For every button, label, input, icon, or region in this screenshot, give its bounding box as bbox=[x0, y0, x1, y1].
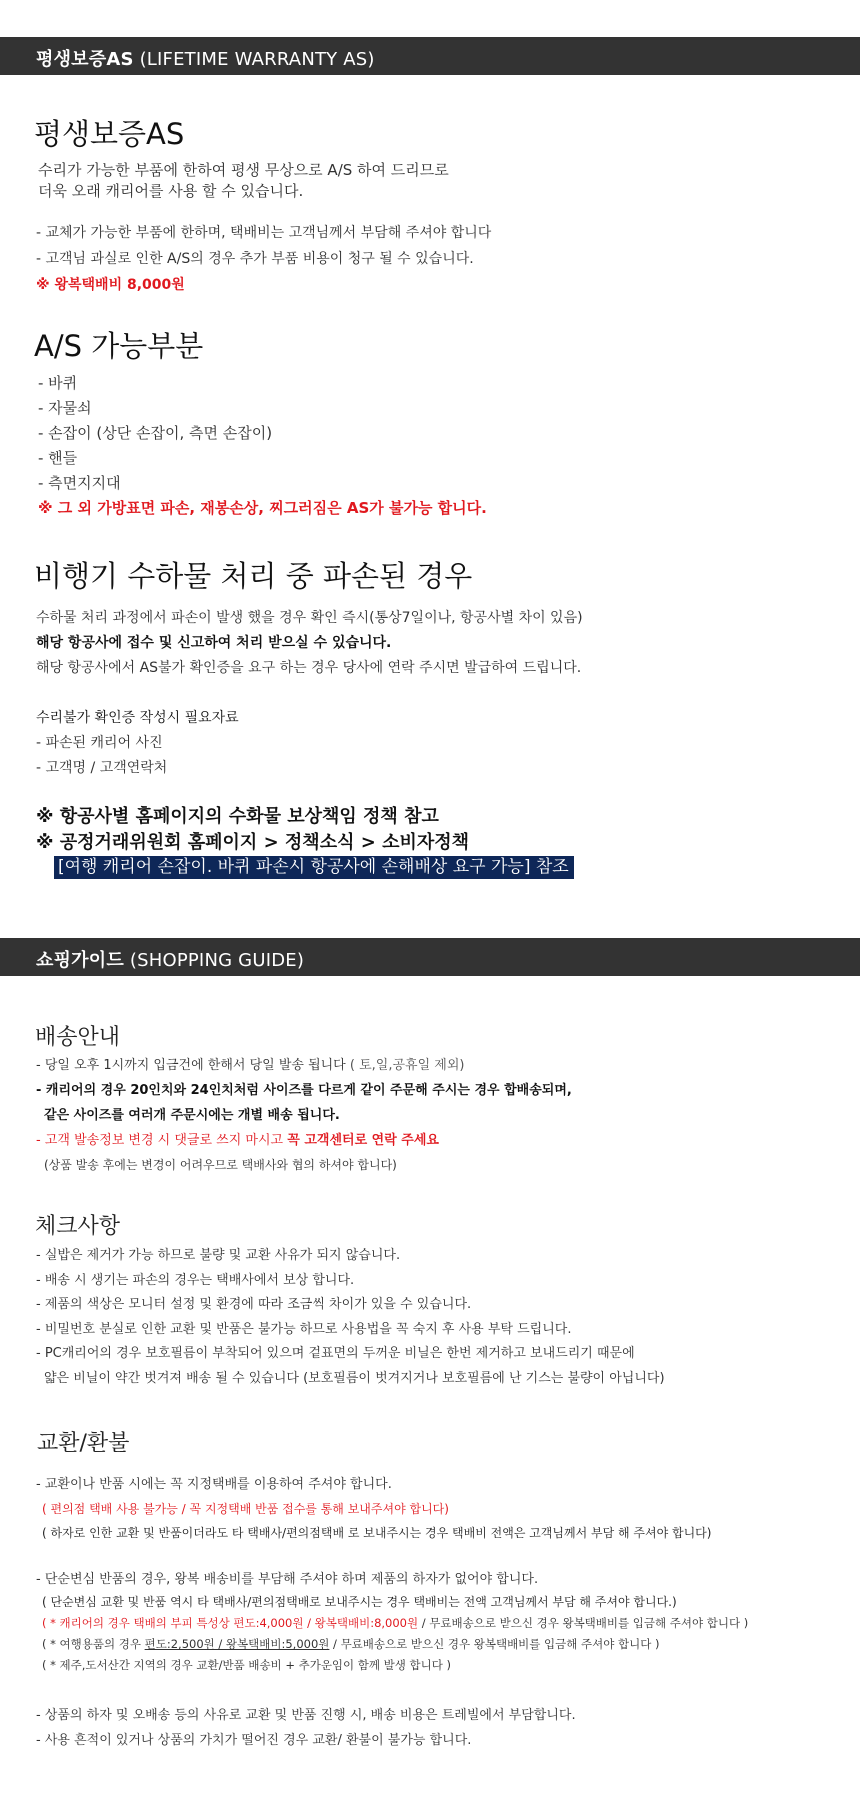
check-item: - 실밥은 제거가 가능 하므로 불량 및 교환 사유가 되지 않습니다. bbox=[36, 1248, 401, 1263]
required-docs bbox=[36, 706, 239, 781]
check-item: - 제품의 색상은 모니터 설정 및 환경에 따라 조금씩 차이가 있을 수 있습니다. bbox=[36, 1297, 472, 1313]
shopping-guide-bar bbox=[0, 938, 860, 976]
delivery-section bbox=[35, 1020, 120, 1051]
holiday-exclusion-note: ( 토,일,공휴일 제외) bbox=[345, 1058, 465, 1073]
required-doc-item: - 파손된 캐리어 사진 bbox=[36, 735, 163, 751]
delivery-heading: 배송안내 bbox=[35, 1025, 121, 1050]
airline-policy-reference: ※ 항공사별 홈페이지의 수화물 보상책임 정책 참고 bbox=[36, 806, 439, 827]
travel-goods-fee: 편도:2,500원 / 왕복택배비:5,000원 bbox=[144, 1637, 330, 1651]
as-part-item: - 손잡이 (상단 손잡이, 측면 손잡이) bbox=[38, 424, 273, 442]
defect-shipping-cost-note: - 상품의 하자 및 오배송 등의 사유로 교환 및 반품 진행 시, 배송 비용은 트레빌에서 부담합니다. bbox=[36, 1708, 576, 1723]
change-of-mind-note: - 단순변심 반품의 경우, 왕복 배송비를 부담해 주셔야 하며 제품의 하자가 없어야 합니다. bbox=[36, 1572, 539, 1587]
warranty-bar-title: 평생보증AS bbox=[36, 49, 134, 70]
change-of-mind-courier-note: ( 단순변심 교환 및 반품 역시 타 택배사/편의점택배로 보내주시는 경우 택배비는 전액 고객님께서 부담 해 주셔야 합니다.) bbox=[42, 1595, 677, 1609]
lifetime-as-notes bbox=[36, 220, 491, 298]
check-heading: 체크사항 bbox=[35, 1214, 121, 1239]
separate-shipping-note: 같은 사이즈를 여러개 주문시에는 개별 배송 됩니다. bbox=[44, 1108, 340, 1123]
travel-goods-prefix: ( * 여행용품의 경우 bbox=[42, 1637, 145, 1651]
defect-courier-cost-note: ( 하자로 인한 교환 및 반품이더라도 타 택배사/편의점택배 로 보내주시는 경우 택배비 전액은 고객님께서 부담 해 주셔야 합니다) bbox=[42, 1526, 712, 1540]
exchange-heading: 교환/환불 bbox=[37, 1431, 130, 1456]
shipping-change-note: - 고객 발송정보 변경 시 댓글로 쓰지 마시고 bbox=[36, 1133, 288, 1148]
airline-line-1: 수하물 처리 과정에서 파손이 발생 했을 경우 확인 즉시(통상7일이나, 항공사별 차이 있음) bbox=[36, 610, 583, 626]
exchange-block-b bbox=[36, 1568, 748, 1676]
post-shipping-change-note: (상품 발송 후에는 변경이 어려우므로 택배사와 협의 하셔야 합니다) bbox=[44, 1158, 397, 1172]
check-item: - PC캐리어의 경우 보호필름이 부착되어 있으며 겉표면의 두꺼운 비닐은 한번 제거하고 보내드리기 때문에 bbox=[36, 1346, 635, 1362]
as-parts-warning: ※ 그 외 가방표면 파손, 재봉손상, 찌그러짐은 AS가 불가능 합니다. bbox=[38, 499, 487, 517]
check-item: 얇은 비닐이 약간 벗겨져 배송 될 수 있습니다 (보호필름이 벗겨지거나 보호필름에 난 기스는 불량이 아닙니다) bbox=[44, 1370, 665, 1386]
warranty-section-bar bbox=[0, 37, 860, 75]
as-part-item: - 자물쇠 bbox=[38, 399, 92, 417]
airline-line-3: 해당 항공사에서 AS불가 확인증을 요구 하는 경우 당사에 연락 주시면 발급하여 드립니다. bbox=[36, 660, 582, 676]
check-section bbox=[35, 1209, 120, 1240]
same-day-shipping-note: - 당일 오후 1시까지 입금건에 한해서 당일 발송 됩니다 bbox=[36, 1058, 346, 1073]
lifetime-as-section bbox=[34, 116, 184, 152]
shopping-bar-subtitle: (SHOPPING GUIDE) bbox=[123, 950, 305, 971]
round-trip-fee-note: ※ 왕복택배비 8,000원 bbox=[36, 277, 185, 293]
exchange-section bbox=[37, 1426, 129, 1457]
airline-damage-heading: 비행기 수하물 처리 중 파손된 경우 bbox=[34, 559, 473, 593]
jeju-remote-area-note: ( * 제주,도서산간 지역의 경우 교환/반품 배송비 + 추가운임이 함께 발생 합니다 ) bbox=[42, 1658, 452, 1672]
airline-damage-body bbox=[36, 606, 583, 681]
intro-line-1: 수리가 가능한 부품에 한하여 평생 무상으로 A/S 하여 드리므로 bbox=[38, 161, 449, 179]
ftc-highlight-note: [여행 캐리어 손잡이. 바퀴 파손시 항공사에 손해배상 요구 가능] 참조 bbox=[54, 856, 574, 879]
as-part-item: - 측면지지대 bbox=[38, 474, 121, 492]
intro-line-2: 더욱 오래 캐리어를 사용 할 수 있습니다. bbox=[38, 182, 304, 200]
lifetime-as-heading: 평생보증AS bbox=[34, 117, 185, 151]
check-item: - 배송 시 생기는 파손의 경우는 택배사에서 보상 합니다. bbox=[36, 1272, 355, 1288]
combined-shipping-note: - 캐리어의 경우 20인치와 24인치처럼 사이즈를 다르게 같이 주문해 주시는 경우 합배송되며, bbox=[36, 1083, 572, 1098]
travel-goods-free-shipping-note: / 무료배송으로 받으신 경우 왕복택배비를 입금해 주셔야 합니다 ) bbox=[329, 1637, 660, 1651]
note-extra-cost: - 고객님 과실로 인한 A/S의 경우 추가 부품 비용이 청구 될 수 있습니다. bbox=[36, 251, 474, 267]
check-item: - 비밀번호 분실로 인한 교환 및 반품은 불가능 하므로 사용법을 꼭 숙지 후 사용 부탁 드립니다. bbox=[36, 1321, 572, 1337]
as-part-item: - 핸들 bbox=[38, 449, 78, 467]
designated-courier-note: - 교환이나 반품 시에는 꼭 지정택배를 이용하여 주셔야 합니다. bbox=[36, 1477, 392, 1492]
airline-references bbox=[36, 804, 574, 879]
check-list bbox=[36, 1244, 665, 1392]
carrier-free-shipping-note: / 무료배송으로 받으신 경우 왕복택배비를 입금해 주셔야 합니다 ) bbox=[418, 1616, 749, 1630]
lifetime-as-intro bbox=[38, 160, 449, 202]
contact-cs-note: 꼭 고객센터로 연락 주세요 bbox=[287, 1133, 439, 1148]
delivery-body bbox=[36, 1053, 572, 1178]
no-convenience-store-note: ( 편의점 택배 사용 불가능 / 꼭 지정택배 반품 접수를 통해 보내주셔야 합니다) bbox=[42, 1502, 449, 1516]
required-docs-title: 수리불가 확인증 작성시 필요자료 bbox=[36, 710, 239, 726]
shopping-bar-title: 쇼핑가이드 bbox=[36, 950, 124, 971]
as-parts-heading: A/S 가능부분 bbox=[34, 329, 204, 363]
airline-line-2: 해당 항공사에 접수 및 신고하여 처리 받으실 수 있습니다. bbox=[36, 635, 392, 651]
exchange-block-a bbox=[36, 1473, 711, 1545]
as-parts-section bbox=[34, 328, 203, 364]
as-part-item: - 바퀴 bbox=[38, 374, 78, 392]
carrier-shipping-fee-note: ( * 캐리어의 경우 택배의 부피 특성상 편도:4,000원 / 왕복택배비:8,000원 bbox=[42, 1616, 419, 1630]
note-parts-shipping: - 교체가 가능한 부품에 한하며, 택배비는 고객님께서 부담해 주셔야 합니다 bbox=[36, 225, 492, 241]
used-item-no-refund-note: - 사용 흔적이 있거나 상품의 가치가 떨어진 경우 교환/ 환불이 불가능 합니다. bbox=[36, 1733, 472, 1748]
exchange-block-c bbox=[36, 1703, 576, 1753]
required-doc-item: - 고객명 / 고객연락처 bbox=[36, 760, 168, 776]
warranty-bar-subtitle: (LIFETIME WARRANTY AS) bbox=[133, 49, 375, 70]
as-parts-list bbox=[38, 371, 487, 521]
airline-damage-section bbox=[34, 558, 472, 594]
ftc-policy-reference: ※ 공정거래위원회 홈페이지 > 정책소식 > 소비자정책 bbox=[36, 832, 470, 853]
